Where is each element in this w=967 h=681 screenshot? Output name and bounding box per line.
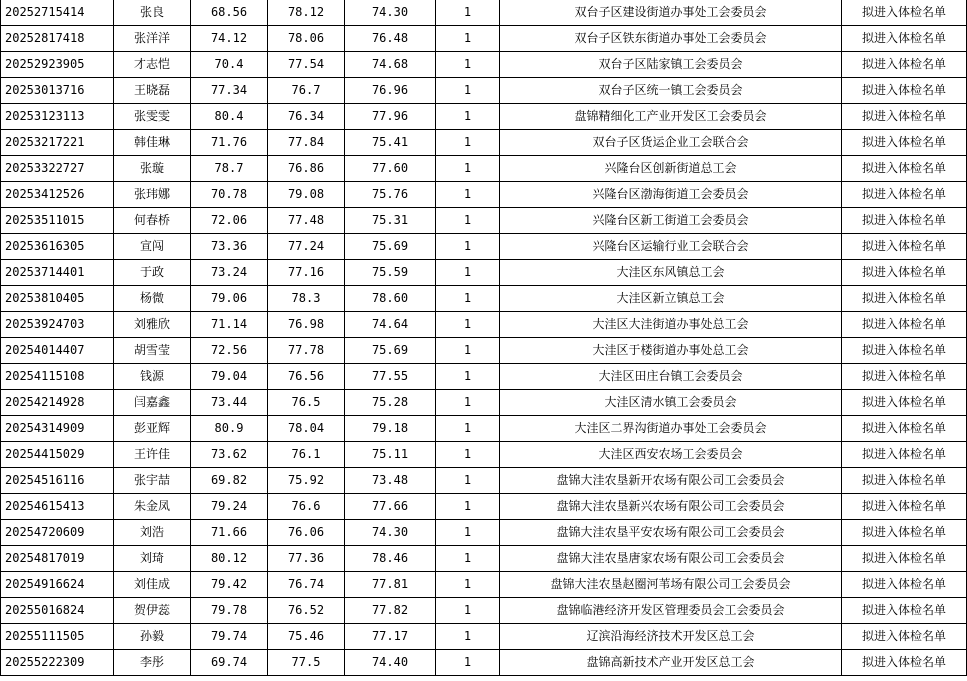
total-score-cell: 77.17 <box>345 624 436 650</box>
total-score-cell: 75.69 <box>345 338 436 364</box>
exam-id-cell: 20254214928 <box>1 390 114 416</box>
rank-cell: 1 <box>436 78 500 104</box>
table-row <box>1 650 967 676</box>
written-score-cell: 79.74 <box>191 624 268 650</box>
rank-cell: 1 <box>436 624 500 650</box>
written-score-cell: 73.62 <box>191 442 268 468</box>
unit-cell: 大洼区大洼街道办事处总工会 <box>500 312 842 338</box>
name-cell: 杨微 <box>114 286 191 312</box>
total-score-cell: 76.96 <box>345 78 436 104</box>
table-row <box>1 156 967 182</box>
interview-score-cell: 75.46 <box>268 624 345 650</box>
status-cell: 拟进入体检名单 <box>842 338 967 364</box>
interview-score-cell: 77.24 <box>268 234 345 260</box>
unit-cell: 大洼区二界沟街道办事处工会委员会 <box>500 416 842 442</box>
unit-cell: 盘锦大洼农垦赵圈河苇场有限公司工会委员会 <box>500 572 842 598</box>
interview-score-cell: 77.5 <box>268 650 345 676</box>
name-cell: 王许佳 <box>114 442 191 468</box>
interview-score-cell: 76.74 <box>268 572 345 598</box>
status-cell: 拟进入体检名单 <box>842 468 967 494</box>
written-score-cell: 79.24 <box>191 494 268 520</box>
written-score-cell: 80.4 <box>191 104 268 130</box>
name-cell: 张璇 <box>114 156 191 182</box>
written-score-cell: 71.76 <box>191 130 268 156</box>
interview-score-cell: 78.3 <box>268 286 345 312</box>
table-row <box>1 416 967 442</box>
unit-cell: 大洼区东风镇总工会 <box>500 260 842 286</box>
name-cell: 闫嘉鑫 <box>114 390 191 416</box>
exam-id-cell: 20253217221 <box>1 130 114 156</box>
exam-id-cell: 20253123113 <box>1 104 114 130</box>
name-cell: 于政 <box>114 260 191 286</box>
interview-score-cell: 78.06 <box>268 26 345 52</box>
unit-cell: 双台子区建设街道办事处工会委员会 <box>500 0 842 26</box>
total-score-cell: 77.82 <box>345 598 436 624</box>
exam-id-cell: 20253511015 <box>1 208 114 234</box>
unit-cell: 盘锦高新技术产业开发区总工会 <box>500 650 842 676</box>
rank-cell: 1 <box>436 156 500 182</box>
status-cell: 拟进入体检名单 <box>842 312 967 338</box>
rank-cell: 1 <box>436 546 500 572</box>
unit-cell: 大洼区清水镇工会委员会 <box>500 390 842 416</box>
rank-cell: 1 <box>436 338 500 364</box>
rank-cell: 1 <box>436 208 500 234</box>
written-score-cell: 69.74 <box>191 650 268 676</box>
written-score-cell: 71.66 <box>191 520 268 546</box>
table-row <box>1 130 967 156</box>
exam-id-cell: 20255016824 <box>1 598 114 624</box>
table-row <box>1 26 967 52</box>
name-cell: 刘浩 <box>114 520 191 546</box>
table-row <box>1 598 967 624</box>
rank-cell: 1 <box>436 234 500 260</box>
table-row <box>1 78 967 104</box>
table-body <box>1 0 967 676</box>
written-score-cell: 70.4 <box>191 52 268 78</box>
unit-cell: 双台子区统一镇工会委员会 <box>500 78 842 104</box>
interview-score-cell: 78.12 <box>268 0 345 26</box>
name-cell: 张雯雯 <box>114 104 191 130</box>
exam-id-cell: 20255222309 <box>1 650 114 676</box>
name-cell: 贺伊蕊 <box>114 598 191 624</box>
written-score-cell: 69.82 <box>191 468 268 494</box>
exam-id-cell: 20253412526 <box>1 182 114 208</box>
unit-cell: 大洼区新立镇总工会 <box>500 286 842 312</box>
total-score-cell: 75.76 <box>345 182 436 208</box>
written-score-cell: 77.34 <box>191 78 268 104</box>
exam-id-cell: 20254415029 <box>1 442 114 468</box>
unit-cell: 盘锦大洼农垦新兴农场有限公司工会委员会 <box>500 494 842 520</box>
status-cell: 拟进入体检名单 <box>842 104 967 130</box>
interview-score-cell: 76.5 <box>268 390 345 416</box>
table-row <box>1 520 967 546</box>
name-cell: 李彤 <box>114 650 191 676</box>
total-score-cell: 75.31 <box>345 208 436 234</box>
exam-id-cell: 20254314909 <box>1 416 114 442</box>
exam-id-cell: 20252923905 <box>1 52 114 78</box>
unit-cell: 兴隆台区创新街道总工会 <box>500 156 842 182</box>
name-cell: 王晓磊 <box>114 78 191 104</box>
status-cell: 拟进入体检名单 <box>842 494 967 520</box>
exam-id-cell: 20253924703 <box>1 312 114 338</box>
total-score-cell: 77.55 <box>345 364 436 390</box>
total-score-cell: 77.60 <box>345 156 436 182</box>
name-cell: 孙毅 <box>114 624 191 650</box>
status-cell: 拟进入体检名单 <box>842 260 967 286</box>
name-cell: 才志恺 <box>114 52 191 78</box>
status-cell: 拟进入体检名单 <box>842 442 967 468</box>
rank-cell: 1 <box>436 598 500 624</box>
exam-id-cell: 20255111505 <box>1 624 114 650</box>
unit-cell: 兴隆台区新工街道工会委员会 <box>500 208 842 234</box>
unit-cell: 兴隆台区运输行业工会联合会 <box>500 234 842 260</box>
total-score-cell: 74.68 <box>345 52 436 78</box>
written-score-cell: 68.56 <box>191 0 268 26</box>
interview-score-cell: 76.06 <box>268 520 345 546</box>
rank-cell: 1 <box>436 104 500 130</box>
total-score-cell: 75.41 <box>345 130 436 156</box>
rank-cell: 1 <box>436 520 500 546</box>
unit-cell: 大洼区于楼街道办事处总工会 <box>500 338 842 364</box>
name-cell: 张宇喆 <box>114 468 191 494</box>
total-score-cell: 77.66 <box>345 494 436 520</box>
status-cell: 拟进入体检名单 <box>842 546 967 572</box>
rank-cell: 1 <box>436 442 500 468</box>
exam-id-cell: 20253322727 <box>1 156 114 182</box>
interview-score-cell: 78.04 <box>268 416 345 442</box>
status-cell: 拟进入体检名单 <box>842 286 967 312</box>
written-score-cell: 70.78 <box>191 182 268 208</box>
name-cell: 张良 <box>114 0 191 26</box>
rank-cell: 1 <box>436 650 500 676</box>
name-cell: 张洋洋 <box>114 26 191 52</box>
unit-cell: 盘锦大洼农垦新开农场有限公司工会委员会 <box>500 468 842 494</box>
interview-score-cell: 76.86 <box>268 156 345 182</box>
table-row <box>1 182 967 208</box>
total-score-cell: 75.59 <box>345 260 436 286</box>
unit-cell: 盘锦临港经济开发区管理委员会工会委员会 <box>500 598 842 624</box>
rank-cell: 1 <box>436 364 500 390</box>
exam-id-cell: 20254615413 <box>1 494 114 520</box>
status-cell: 拟进入体检名单 <box>842 624 967 650</box>
written-score-cell: 79.06 <box>191 286 268 312</box>
interview-score-cell: 77.84 <box>268 130 345 156</box>
name-cell: 刘雅欣 <box>114 312 191 338</box>
table-row <box>1 572 967 598</box>
status-cell: 拟进入体检名单 <box>842 650 967 676</box>
unit-cell: 辽滨沿海经济技术开发区总工会 <box>500 624 842 650</box>
written-score-cell: 74.12 <box>191 26 268 52</box>
written-score-cell: 79.42 <box>191 572 268 598</box>
rank-cell: 1 <box>436 494 500 520</box>
total-score-cell: 77.96 <box>345 104 436 130</box>
rank-cell: 1 <box>436 52 500 78</box>
rank-cell: 1 <box>436 26 500 52</box>
status-cell: 拟进入体检名单 <box>842 52 967 78</box>
table-row <box>1 390 967 416</box>
rank-cell: 1 <box>436 416 500 442</box>
unit-cell: 盘锦精细化工产业开发区工会委员会 <box>500 104 842 130</box>
table-row <box>1 442 967 468</box>
total-score-cell: 79.18 <box>345 416 436 442</box>
name-cell: 彭亚辉 <box>114 416 191 442</box>
name-cell: 韩佳琳 <box>114 130 191 156</box>
table-row <box>1 338 967 364</box>
exam-id-cell: 20254916624 <box>1 572 114 598</box>
status-cell: 拟进入体检名单 <box>842 390 967 416</box>
rank-cell: 1 <box>436 182 500 208</box>
exam-id-cell: 20253013716 <box>1 78 114 104</box>
exam-id-cell: 20252817418 <box>1 26 114 52</box>
interview-score-cell: 76.52 <box>268 598 345 624</box>
exam-id-cell: 20254516116 <box>1 468 114 494</box>
name-cell: 宣闯 <box>114 234 191 260</box>
status-cell: 拟进入体检名单 <box>842 26 967 52</box>
total-score-cell: 76.48 <box>345 26 436 52</box>
table-row <box>1 52 967 78</box>
unit-cell: 盘锦大洼农垦唐家农场有限公司工会委员会 <box>500 546 842 572</box>
rank-cell: 1 <box>436 0 500 26</box>
total-score-cell: 75.28 <box>345 390 436 416</box>
status-cell: 拟进入体检名单 <box>842 0 967 26</box>
name-cell: 胡雪莹 <box>114 338 191 364</box>
status-cell: 拟进入体检名单 <box>842 78 967 104</box>
total-score-cell: 74.30 <box>345 520 436 546</box>
table-row <box>1 624 967 650</box>
table-row <box>1 364 967 390</box>
total-score-cell: 75.11 <box>345 442 436 468</box>
status-cell: 拟进入体检名单 <box>842 130 967 156</box>
status-cell: 拟进入体检名单 <box>842 520 967 546</box>
table-row <box>1 468 967 494</box>
status-cell: 拟进入体检名单 <box>842 234 967 260</box>
table-row <box>1 260 967 286</box>
exam-id-cell: 20253616305 <box>1 234 114 260</box>
status-cell: 拟进入体检名单 <box>842 572 967 598</box>
name-cell: 何春桥 <box>114 208 191 234</box>
interview-score-cell: 77.54 <box>268 52 345 78</box>
table-row <box>1 494 967 520</box>
exam-id-cell: 20254115108 <box>1 364 114 390</box>
written-score-cell: 73.44 <box>191 390 268 416</box>
rank-cell: 1 <box>436 286 500 312</box>
table-row <box>1 312 967 338</box>
exam-id-cell: 20254720609 <box>1 520 114 546</box>
unit-cell: 盘锦大洼农垦平安农场有限公司工会委员会 <box>500 520 842 546</box>
table-row <box>1 0 967 26</box>
interview-score-cell: 76.7 <box>268 78 345 104</box>
total-score-cell: 73.48 <box>345 468 436 494</box>
interview-score-cell: 76.56 <box>268 364 345 390</box>
written-score-cell: 71.14 <box>191 312 268 338</box>
name-cell: 朱金凤 <box>114 494 191 520</box>
exam-id-cell: 20252715414 <box>1 0 114 26</box>
unit-cell: 大洼区田庄台镇工会委员会 <box>500 364 842 390</box>
total-score-cell: 75.69 <box>345 234 436 260</box>
interview-score-cell: 79.08 <box>268 182 345 208</box>
exam-id-cell: 20253714401 <box>1 260 114 286</box>
exam-id-cell: 20254014407 <box>1 338 114 364</box>
total-score-cell: 74.64 <box>345 312 436 338</box>
written-score-cell: 73.24 <box>191 260 268 286</box>
rank-cell: 1 <box>436 468 500 494</box>
written-score-cell: 78.7 <box>191 156 268 182</box>
status-cell: 拟进入体检名单 <box>842 416 967 442</box>
interview-score-cell: 77.36 <box>268 546 345 572</box>
interview-score-cell: 75.92 <box>268 468 345 494</box>
unit-cell: 双台子区货运企业工会联合会 <box>500 130 842 156</box>
written-score-cell: 80.9 <box>191 416 268 442</box>
status-cell: 拟进入体检名单 <box>842 598 967 624</box>
rank-cell: 1 <box>436 130 500 156</box>
status-cell: 拟进入体检名单 <box>842 156 967 182</box>
interview-score-cell: 76.1 <box>268 442 345 468</box>
status-cell: 拟进入体检名单 <box>842 364 967 390</box>
interview-score-cell: 76.34 <box>268 104 345 130</box>
unit-cell: 大洼区西安农场工会委员会 <box>500 442 842 468</box>
rank-cell: 1 <box>436 390 500 416</box>
table-row <box>1 208 967 234</box>
total-score-cell: 74.40 <box>345 650 436 676</box>
status-cell: 拟进入体检名单 <box>842 208 967 234</box>
table-row <box>1 546 967 572</box>
rank-cell: 1 <box>436 260 500 286</box>
written-score-cell: 79.04 <box>191 364 268 390</box>
table-row <box>1 104 967 130</box>
total-score-cell: 78.46 <box>345 546 436 572</box>
written-score-cell: 72.06 <box>191 208 268 234</box>
rank-cell: 1 <box>436 312 500 338</box>
interview-score-cell: 76.6 <box>268 494 345 520</box>
interview-score-cell: 77.78 <box>268 338 345 364</box>
interview-score-cell: 77.48 <box>268 208 345 234</box>
unit-cell: 双台子区陆家镇工会委员会 <box>500 52 842 78</box>
exam-id-cell: 20253810405 <box>1 286 114 312</box>
table-row <box>1 286 967 312</box>
total-score-cell: 78.60 <box>345 286 436 312</box>
name-cell: 张玮娜 <box>114 182 191 208</box>
name-cell: 钱源 <box>114 364 191 390</box>
written-score-cell: 79.78 <box>191 598 268 624</box>
total-score-cell: 74.30 <box>345 0 436 26</box>
unit-cell: 兴隆台区渤海街道工会委员会 <box>500 182 842 208</box>
total-score-cell: 77.81 <box>345 572 436 598</box>
rank-cell: 1 <box>436 572 500 598</box>
status-cell: 拟进入体检名单 <box>842 182 967 208</box>
interview-score-cell: 77.16 <box>268 260 345 286</box>
exam-id-cell: 20254817019 <box>1 546 114 572</box>
written-score-cell: 72.56 <box>191 338 268 364</box>
name-cell: 刘佳成 <box>114 572 191 598</box>
table-row <box>1 234 967 260</box>
unit-cell: 双台子区铁东街道办事处工会委员会 <box>500 26 842 52</box>
written-score-cell: 80.12 <box>191 546 268 572</box>
written-score-cell: 73.36 <box>191 234 268 260</box>
name-cell: 刘琦 <box>114 546 191 572</box>
interview-score-cell: 76.98 <box>268 312 345 338</box>
